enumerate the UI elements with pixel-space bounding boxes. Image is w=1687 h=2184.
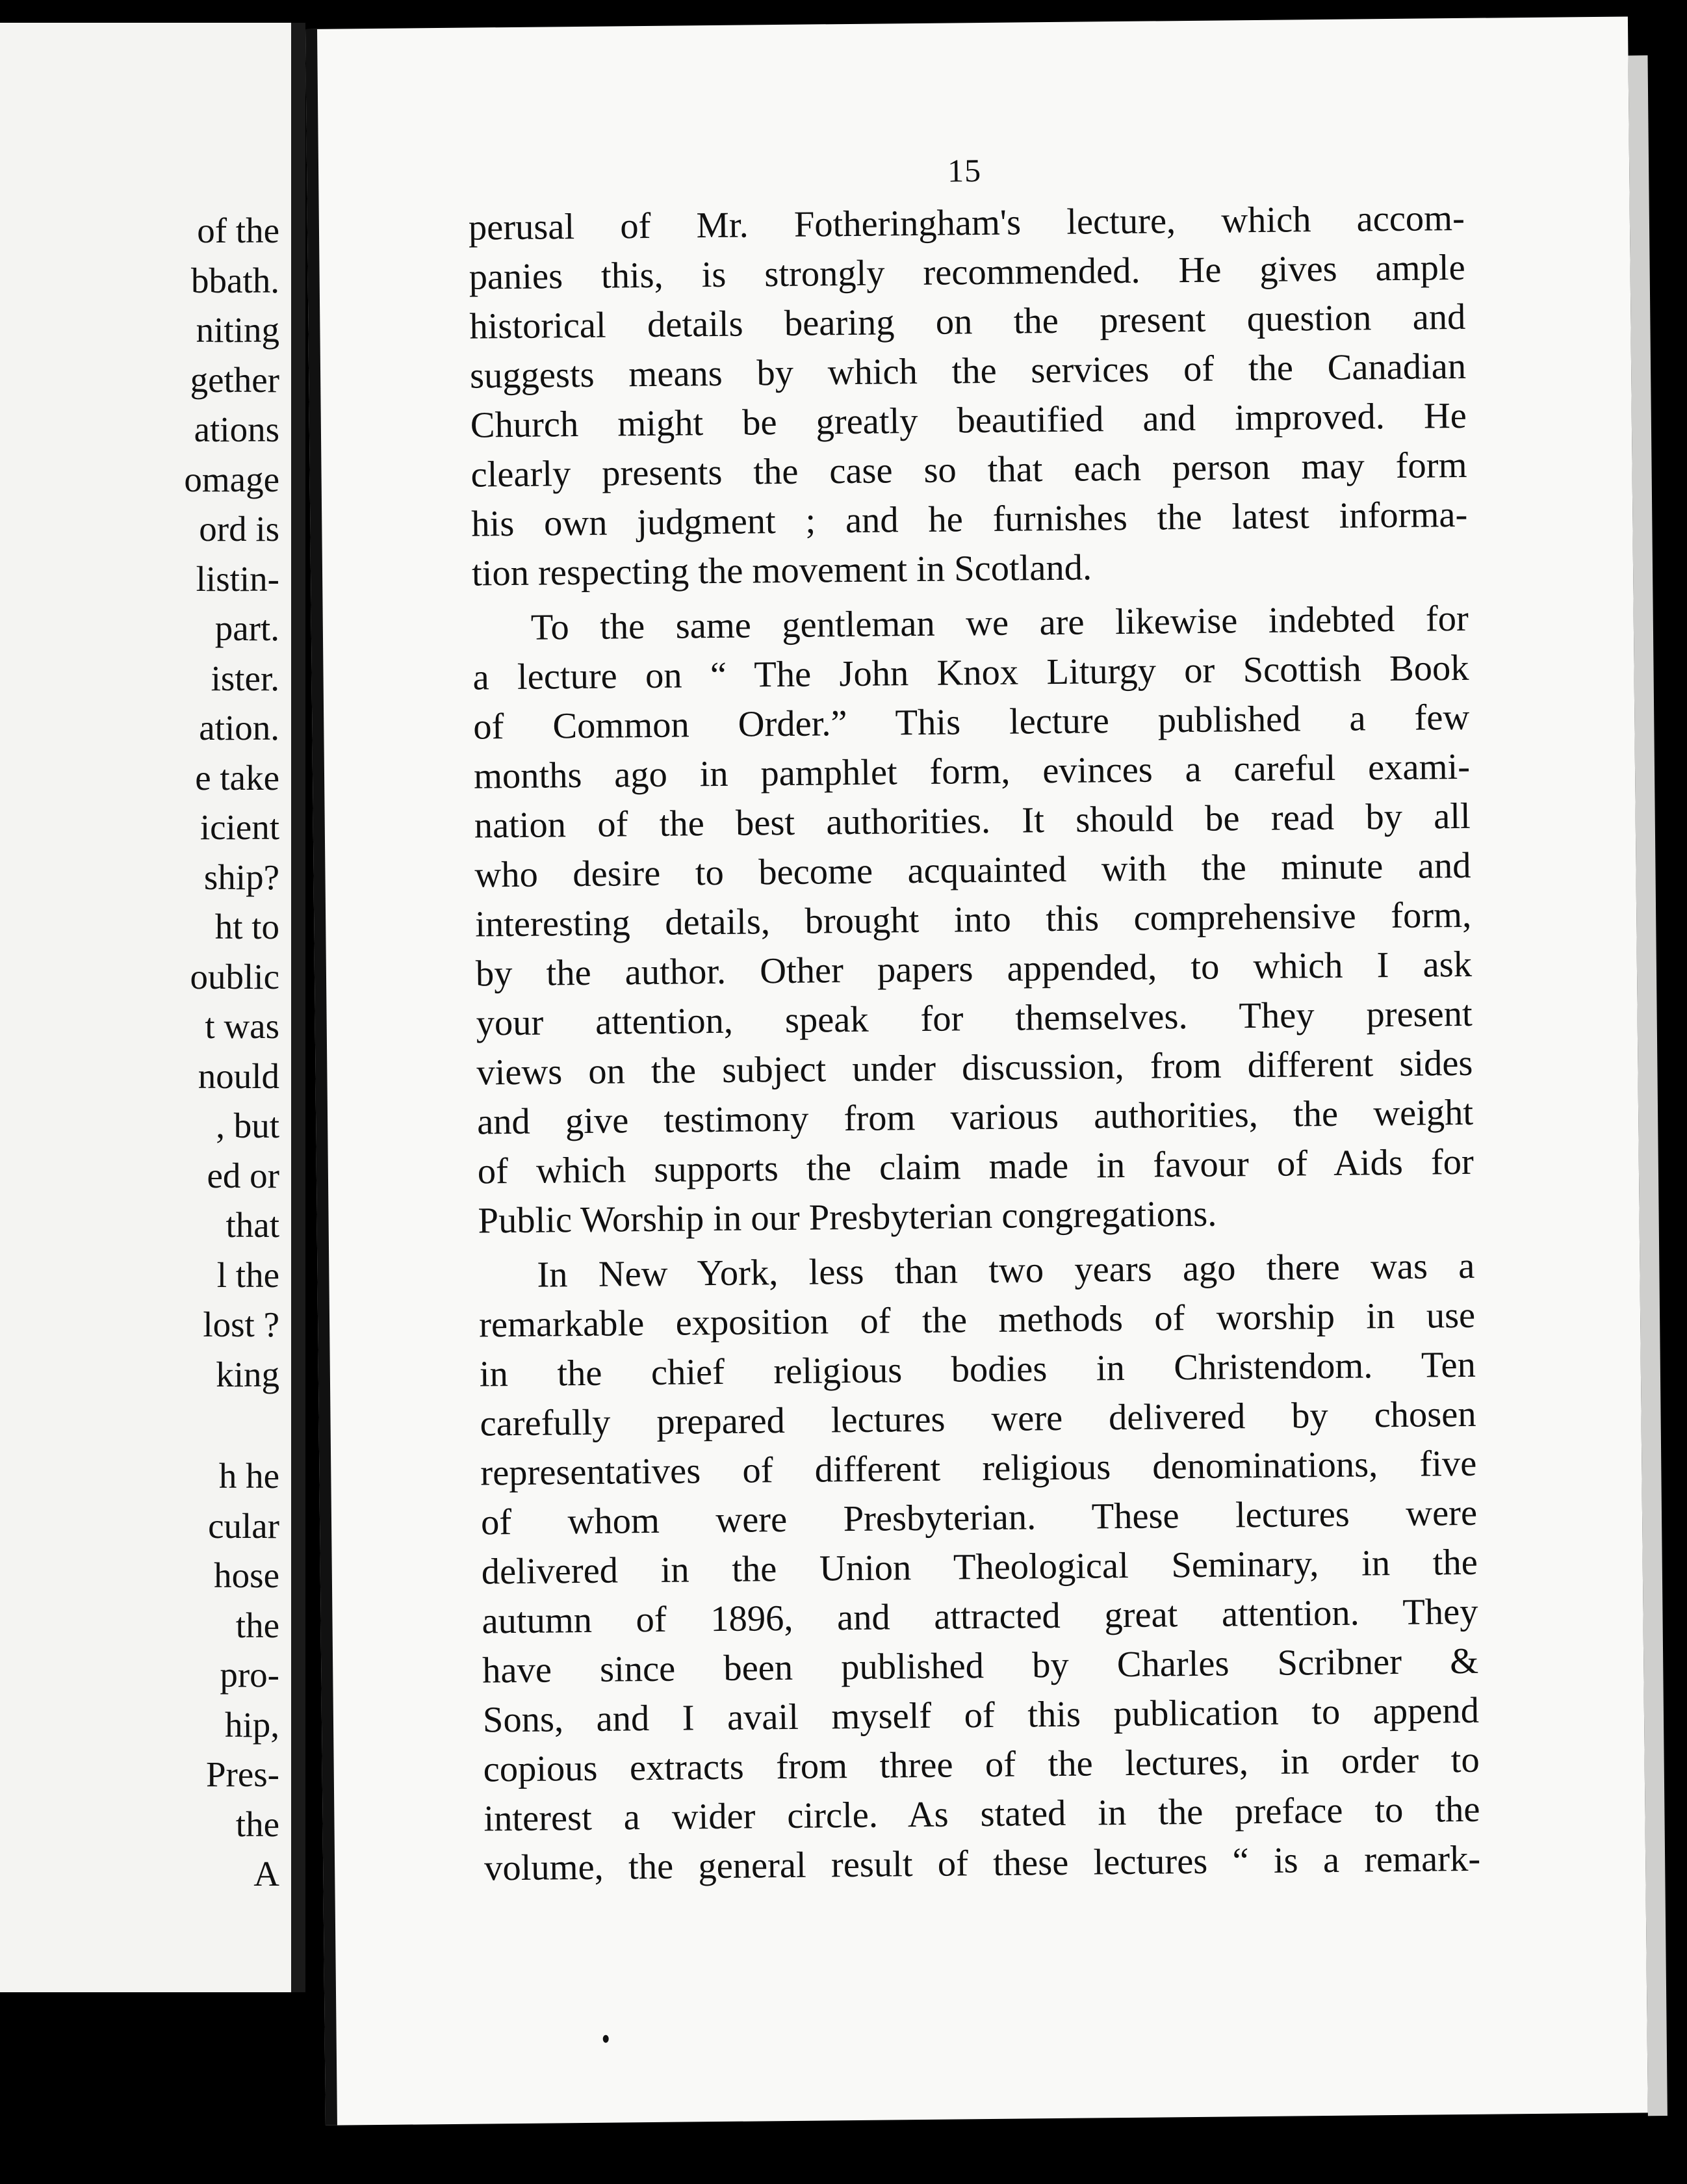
previous-page-line: niting [196,310,279,350]
text-line: To the same gentleman we are likewise indebted for [530,598,1469,648]
speck-mark [603,2035,609,2043]
text-line: his own judgment ; and he furnishes the latest informa- [471,494,1468,545]
text-line: tion respecting the movement in Scotland. [471,547,1092,594]
previous-page-line: Pres- [205,1754,279,1794]
previous-page-line: ed or [207,1155,279,1195]
text-line: volume, the general result of these lectures “ is a remark- [483,1838,1481,1889]
text-line: views on the subject under discussion, from different sides [476,1043,1473,1093]
previous-page-line: lost ? [203,1305,279,1344]
text-line: perusal of Mr. Fotheringham's lecture, which accom- [468,198,1465,248]
previous-page-line: l the [216,1254,279,1295]
previous-page-line: ations [194,410,279,449]
page-fold [291,23,305,1992]
page-body-text [469,194,1481,1893]
text-line: remarkable exposition of the methods of worship in use [478,1295,1476,1346]
previous-page-line: t was [205,1006,279,1046]
text-line: by the author. Other papers appended, to which I ask [475,944,1473,994]
previous-page-line: ation. [199,708,279,748]
text-line: representatives of different religious denominations, five [480,1443,1477,1494]
previous-page-line: part. [214,608,279,648]
previous-page-line: bbath. [191,260,279,300]
text-line: suggests means by which the services of the Canadian [469,346,1467,396]
previous-page-line: ht to [214,907,279,946]
text-line: Public Worship in our Presbyterian congregations. [478,1193,1217,1242]
paragraph [469,194,1469,599]
paragraph [472,594,1474,1246]
text-line: delivered in the Union Theological Seminary, in the [481,1542,1478,1592]
text-line: nation of the best authorities. It should be read by all [474,796,1471,846]
text-line: autumn of 1896, and attracted great attention. They [482,1591,1478,1642]
previous-page-text [0,206,279,1899]
text-line: carefully prepared lectures were delivered by chosen [480,1394,1476,1444]
text-line: of which supports the claim made in favour of Aids for [477,1141,1475,1192]
previous-page-line: nould [198,1056,279,1096]
paragraph [478,1242,1480,1893]
previous-page-line: the [235,1804,279,1844]
text-line: of Common Order.” This lecture published a few [473,697,1470,748]
text-line: of whom were Presbyterian. These lectures were [480,1492,1478,1543]
previous-page-line: ister. [211,658,279,698]
previous-page-line: king [216,1354,279,1394]
text-line: panies this, is strongly recommended. He gives ample [469,247,1465,298]
text-line: interesting details, brought into this comprehensive form, [474,894,1472,945]
previous-page-line: the [235,1605,279,1645]
previous-page-line: omage [184,459,279,499]
previous-page-line: gether [190,359,279,400]
text-line: interest a wider circle. As stated in the preface to the [483,1789,1480,1840]
previous-page-line: e take [195,757,279,798]
text-line: clearly presents the case so that each person may form [470,445,1467,495]
previous-page-line: pro- [220,1655,279,1695]
previous-page-line: A [253,1854,279,1893]
text-line: In New York, less than two years ago there was a [537,1245,1475,1295]
previous-page-line: oublic [190,956,279,996]
text-line: Sons, and I avail myself of this publication to append [482,1690,1480,1741]
text-line: who desire to become acquainted with the minute and [474,845,1471,896]
previous-page [0,23,305,1992]
previous-page-line: hip, [224,1704,279,1745]
text-line: have since been published by Charles Scribner & [482,1641,1479,1691]
text-line: a lecture on “ The John Knox Liturgy or Scottish Book [472,647,1469,698]
text-line: months ago in pamphlet form, evinces a careful exami- [473,746,1471,797]
previous-page-line: h he [218,1456,279,1496]
text-line: Church might be greatly beautified and improved. He [470,395,1467,446]
previous-page-line: , but [216,1106,279,1145]
previous-page-line: icient [200,807,279,847]
text-line: historical details bearing on the present question and [469,296,1466,347]
page-number: 15 [947,152,982,189]
previous-page-line: ship? [203,857,279,897]
previous-page-line: that [225,1205,279,1245]
previous-page-line: cular [208,1505,279,1546]
text-line: and give testimony from various authorities, the weight [476,1092,1474,1143]
page-edge-shadow [1628,55,1667,2116]
text-line: copious extracts from three of the lectures, in order to [483,1739,1480,1790]
text-line: in the chief religious bodies in Christendom. Ten [479,1344,1476,1395]
text-line: your attention, speak for themselves. They present [476,993,1473,1044]
previous-page-line: ord is [199,509,279,549]
book-page [305,16,1648,2125]
previous-page-line: of the [197,211,279,250]
previous-page-line: listin- [196,558,279,599]
previous-page-line: hose [214,1555,279,1595]
